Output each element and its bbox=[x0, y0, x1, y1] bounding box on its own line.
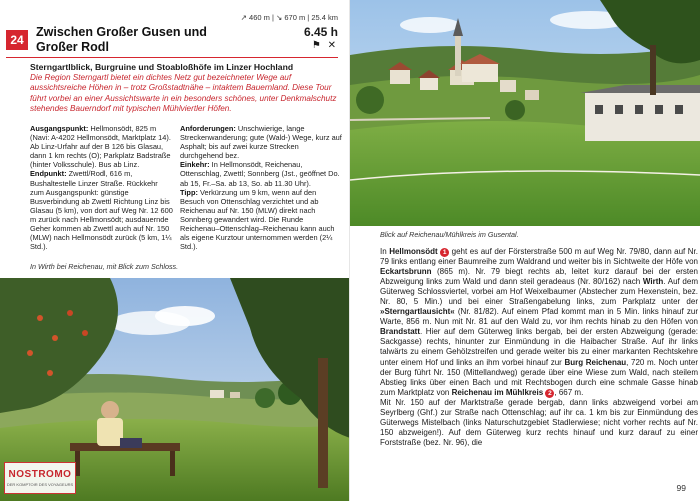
fact-label: Ausgangspunkt: bbox=[30, 124, 89, 133]
text-run: geht es auf der Försterstraße 500 m auf Weg Nr. 79/80, dann auf Nr. 79 links entlang einer Baumreihe zum Waldrand und weiter bis in Sichtweite der Höfe von bbox=[380, 247, 698, 267]
header-rule bbox=[6, 57, 338, 58]
fact-value: Unschwierige, lange Streckenwanderung; gute (Wald-) Wege, kurz auf Asphalt; bis auf zwei kurze Strecken durchgehend bez. bbox=[180, 124, 342, 161]
fact-ausgangspunkt bbox=[30, 124, 173, 169]
tour-number-badge: 24 bbox=[6, 30, 28, 50]
fact-tipp bbox=[180, 188, 342, 252]
tour-title bbox=[36, 25, 266, 55]
waypoint-marker-2: 2 bbox=[545, 389, 554, 398]
fact-value: Verkürzung um 9 km, wenn auf den Besuch von Ottenschlag verzichtet und ab Reichenau auf Nr. 150 (MLW) direkt nach Sonnberg gewandert wird. Die Runde Reichenau–Ottenschlag–Reichenau kann auch als eigene Kurztour unternommen werden (2¼ Std.). bbox=[180, 187, 335, 252]
place-brandstatt: Brandstatt bbox=[380, 327, 421, 337]
text-run: (865 m). Nr. 79 biegt rechts ab, leitet kurz darauf bei der ersten Abzweigung links zum Wald und dann steil geradeaus (Nr. 80/162) nach bbox=[380, 267, 698, 287]
route-description bbox=[380, 247, 698, 448]
place-burg-reichenau: Burg Reichenau bbox=[564, 357, 627, 367]
tour-intro: Die Region Sterngartl bietet ein dichtes Netz gut bezeichneter Wege auf aussichtsreiche Höhen in – trotz Großstadtnähe – intaktem Bauernland. Diese Tour führt vorbei an einer Aussichtswarte in ein besonders schönes, unter Denkmalschutz stehendes Bauerndorf mit typischen Mühlviertler Höfen. bbox=[30, 73, 337, 114]
fact-anforderungen bbox=[180, 124, 342, 160]
tour-title-line2: Großer Rodl bbox=[36, 40, 109, 54]
tour-subtitle: Sterngartlblick, Burgruine und Stoabloßhöfe im Linzer Hochland bbox=[30, 62, 294, 72]
waypoint-marker-1: 1 bbox=[440, 248, 449, 257]
fact-value: In Hellmonsödt, Reichenau, Ottenschlag, Zwettl; Sonnberg (Jst., geöffnet Do. ab 15, Fr.–Sa. ab 13, So. ab 11.30 Uhr). bbox=[180, 160, 340, 188]
text-run: , 667 m. bbox=[554, 387, 584, 397]
publisher-logo bbox=[4, 462, 76, 494]
logo-subline: DER KOMPTOIR DES VOYAGEURS bbox=[6, 482, 74, 487]
logo-name: NOSTROMO bbox=[8, 469, 72, 480]
fact-label: Tipp: bbox=[180, 187, 198, 197]
fact-label: Einkehr: bbox=[180, 160, 210, 170]
photo-reichenau bbox=[350, 0, 700, 226]
text-run: . Auf dem Güterweg Schlossviertel, vorbei am Hof Weixelbaumer (Abstecher zum Hexenstein, bez. Nr. 80, 5 Min.) und bei einer Straßengabelung links, zum Parkplatz unter der bbox=[380, 277, 698, 307]
place-reichenau: Reichenau im Mühlkreis bbox=[451, 387, 544, 397]
tour-stats: ↗ 460 m | ↘ 670 m | 25.4 km bbox=[240, 13, 338, 22]
text-run: , 720 m. Noch unter der Burg führt Nr. 150 (Mittellandweg) gerade über eine Wiese zum Wald, nach steilem Abstieg links über einen Bach und mit Rechtsbogen durch eine schmale Gasse hinab zum Marktplatz von bbox=[380, 357, 698, 397]
text-run: In bbox=[380, 247, 390, 256]
fact-endpunkt bbox=[30, 169, 173, 251]
fact-einkehr bbox=[180, 160, 342, 187]
place-wirth: Wirth bbox=[642, 277, 664, 287]
tour-icons: ⚑ ✕ bbox=[311, 40, 338, 51]
fact-value: Hellmonsödt, 825 m (Navi: A-4202 Hellmonsödt, Marktplatz 14). Ab Linz-Urfahr auf der B 126 bis Glasau, dann 1 km rechts (O); Parkplatz Badstraße (hinter Volksschule). Bus ab Linz. bbox=[30, 124, 171, 170]
photo-caption-left: In Wirth bei Reichenau, mit Blick zum Schloss. bbox=[30, 262, 179, 271]
place-eckartsbrunn: Eckartsbrunn bbox=[380, 267, 432, 277]
place-hellmonsoedt: Hellmonsödt bbox=[389, 247, 438, 256]
page-number: 99 bbox=[676, 483, 686, 493]
place-sterngartlausicht: »Sterngartlausicht« bbox=[380, 307, 455, 317]
text-run: Mit Nr. 150 auf der Marktstraße gerade bergab, dann links abzweigend vorbei am Seyrlberg (Ghf.) zur Straße nach Ottenschlag; auf ihr ca. 1 km bis zur Einmündung des Güterwegs Mistelbach (links Naturschutzgebiet Stadlerwiese; nicht vorher rechts auf Nr. 150 abzweigen!). Auf dem Güterweg kurz rechts hinauf und kurz darauf zu einer Forststraße (bez. Nr. 96), die bbox=[380, 397, 698, 447]
facts-column-right bbox=[180, 124, 342, 251]
tour-duration: 6.45 h bbox=[303, 25, 338, 39]
fact-label: Endpunkt: bbox=[30, 169, 67, 179]
facts-column-left bbox=[30, 124, 173, 251]
tour-title-line1: Zwischen Großer Gusen und bbox=[36, 25, 207, 39]
fact-label: Anforderungen: bbox=[180, 124, 236, 133]
text-run: (Nr. 81/82). Auf einem Pfad kommt man in 5 Min. links hinauf zur Warte, 856 m. Nun mit Nr. 81 auf den Wald zu, vor ihm rechts hinab zu den Höfen von bbox=[380, 307, 698, 327]
text-run: . Hier auf dem Güterweg links bergab, bei der ersten Abzweigung (gerade: Sackgasse) rechts, hinunter zur Einmündung in die Haibacher Straße. Auf ihr links talwärts zu einem Gehölzstreifen und gerade weiter bis zu einer markanten Rechtskehre unter einem Hof und links an ihm vorbei hinauf zur bbox=[380, 327, 698, 367]
photo-caption-right: Blick auf Reichenau/Mühlkreis im Gusental. bbox=[380, 230, 519, 239]
fact-value: Zwettl/Rodl, 616 m, Bushaltestelle Linzer Straße. Rückkehr zum Ausgangspunkt: günstige Busverbindung ab Zwettl Richtung Linz bis Glasau (5 km), von dort auf Weg Nr. 12 600 m zurück nach Hellmonsödt; ausdauernde Geher kommen ab Zwettl auch auf Nr. 150 (MLW) nach Hellmonsödt zurück (5 km, 1¼ Std.). bbox=[30, 169, 173, 252]
right-page bbox=[350, 0, 700, 501]
